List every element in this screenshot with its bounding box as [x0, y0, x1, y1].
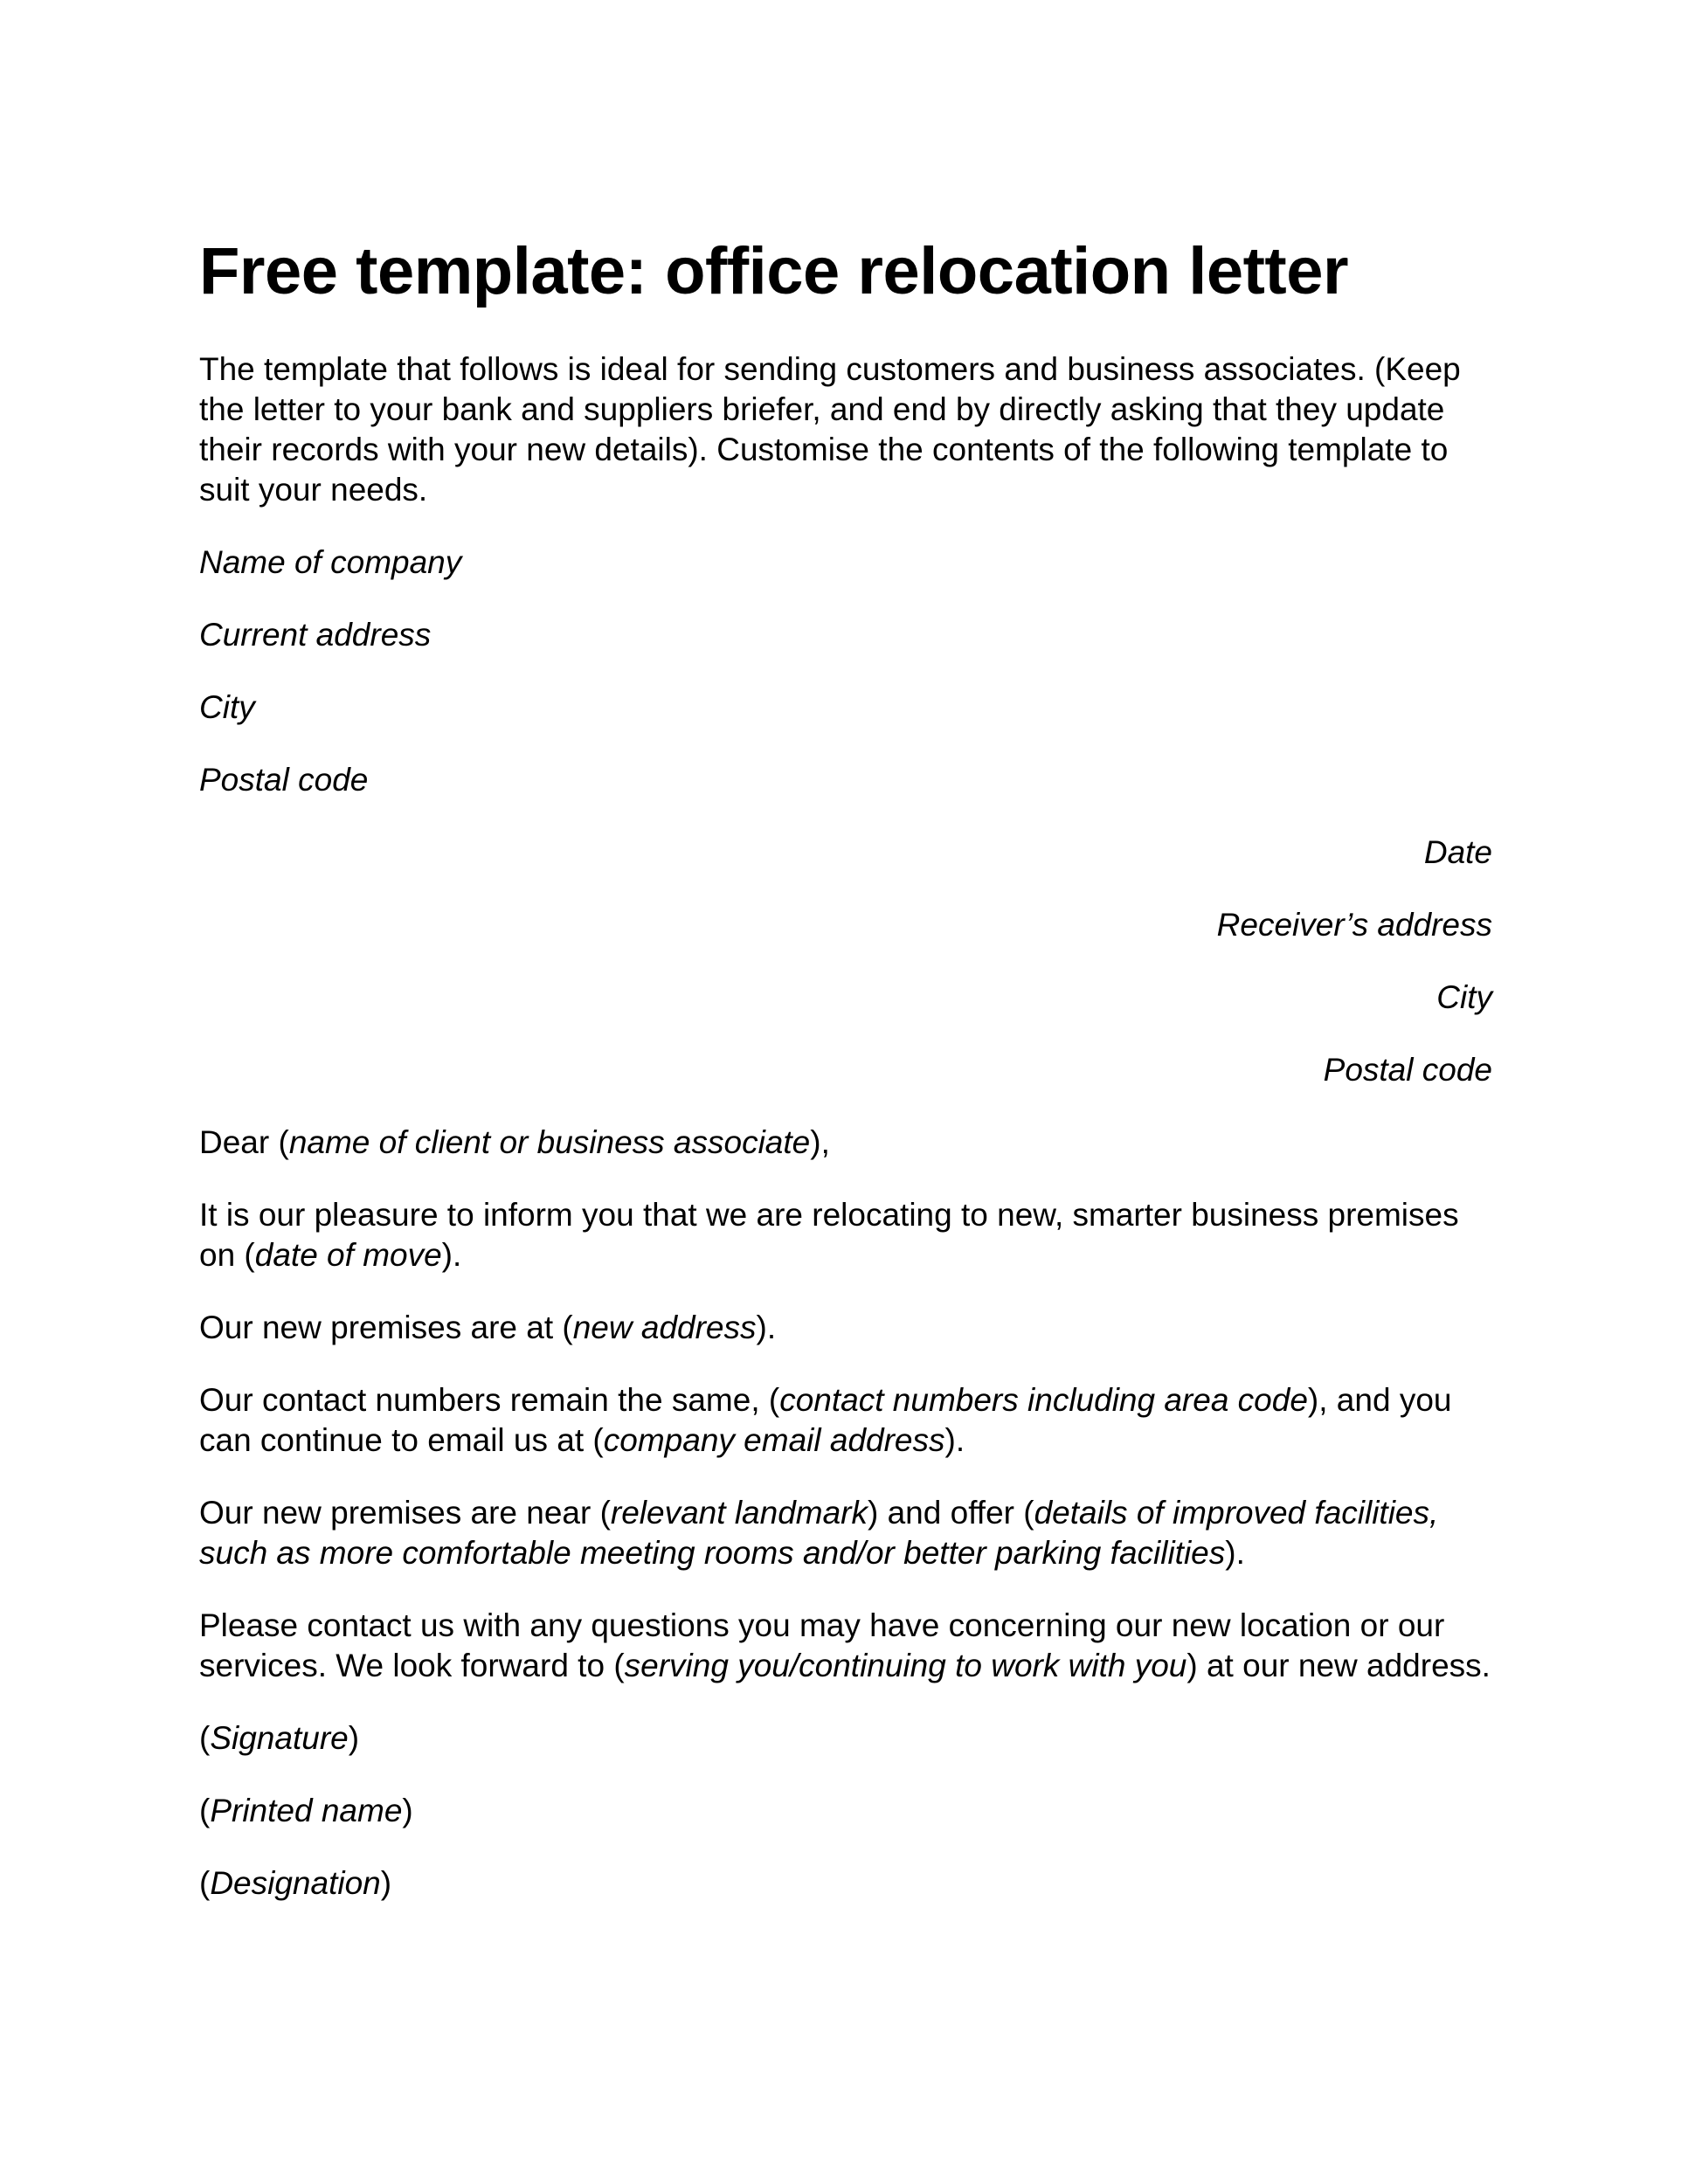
- placeholder-contact-numbers: contact numbers including area code: [779, 1382, 1308, 1418]
- page-title: Free template: office relocation letter: [199, 234, 1349, 308]
- greeting-suffix: ),: [810, 1124, 830, 1160]
- text-run: ) and offer (: [868, 1495, 1034, 1531]
- placeholder-landmark: relevant landmark: [610, 1495, 868, 1531]
- text-run: ), and you can continue to email us at (: [199, 1382, 1452, 1458]
- paragraph-relocation: [199, 1195, 1492, 1275]
- placeholder-facilities: details of improved facilities, such as more comfortable meeting rooms and/or better parking facilities: [199, 1495, 1439, 1571]
- text-run: Our new premises are near (: [199, 1495, 611, 1531]
- designation-placeholder: Designation: [210, 1865, 381, 1901]
- placeholder-date-of-move: date of move: [254, 1237, 442, 1273]
- intro-paragraph: The template that follows is ideal for sending customers and business associates. (Keep the letter to your bank and suppliers briefer, and end by directly asking that they update their records with your new details). Customise the contents of the following template to suit your needs.: [199, 351, 1461, 508]
- greeting-name: name of client or business associate: [288, 1124, 811, 1160]
- signature-placeholder: Signature: [210, 1720, 349, 1756]
- text-run: ).: [1225, 1535, 1245, 1571]
- receiver-address: Receiver’s address: [1216, 907, 1492, 943]
- sender-city: City: [199, 689, 255, 725]
- sender-address: Current address: [199, 617, 432, 653]
- signature-line: (Signature): [199, 1720, 360, 1756]
- letter-date: Date: [1423, 834, 1492, 870]
- text-run: ) at our new address.: [1186, 1648, 1491, 1683]
- paragraph-premises: [199, 1493, 1492, 1573]
- sender-postal-code: Postal code: [199, 762, 369, 798]
- placeholder-company-email: company email address: [603, 1422, 945, 1458]
- printed-name-placeholder: Printed name: [210, 1793, 403, 1828]
- paragraph-new-address: [199, 1308, 1492, 1348]
- text-run: ).: [441, 1237, 462, 1273]
- document-page: [199, 234, 1492, 1936]
- placeholder-serving: serving you/continuing to work with you: [624, 1648, 1187, 1683]
- greeting: [199, 1123, 1492, 1163]
- text-run: Our contact numbers remain the same, (: [199, 1382, 780, 1418]
- receiver-city: City: [1436, 979, 1492, 1015]
- receiver-postal-code: Postal code: [1323, 1052, 1492, 1088]
- paragraph-closing: [199, 1606, 1492, 1686]
- designation-line: (Designation): [199, 1865, 392, 1901]
- text-run: Our new premises are at (: [199, 1310, 573, 1345]
- sender-company: Name of company: [199, 544, 462, 580]
- text-run: ).: [944, 1422, 965, 1458]
- greeting-prefix: Dear (: [199, 1124, 289, 1160]
- placeholder-new-address: new address: [572, 1310, 757, 1345]
- text-run: It is our pleasure to inform you that we are relocating to new, smarter business premises on (: [199, 1197, 1459, 1273]
- printed-name-line: (Printed name): [199, 1793, 413, 1828]
- text-run: ).: [756, 1310, 777, 1345]
- paragraph-contact: [199, 1380, 1492, 1461]
- text-run: Please contact us with any questions you may have concerning our new location or our services. We look forward to (: [199, 1607, 1445, 1683]
